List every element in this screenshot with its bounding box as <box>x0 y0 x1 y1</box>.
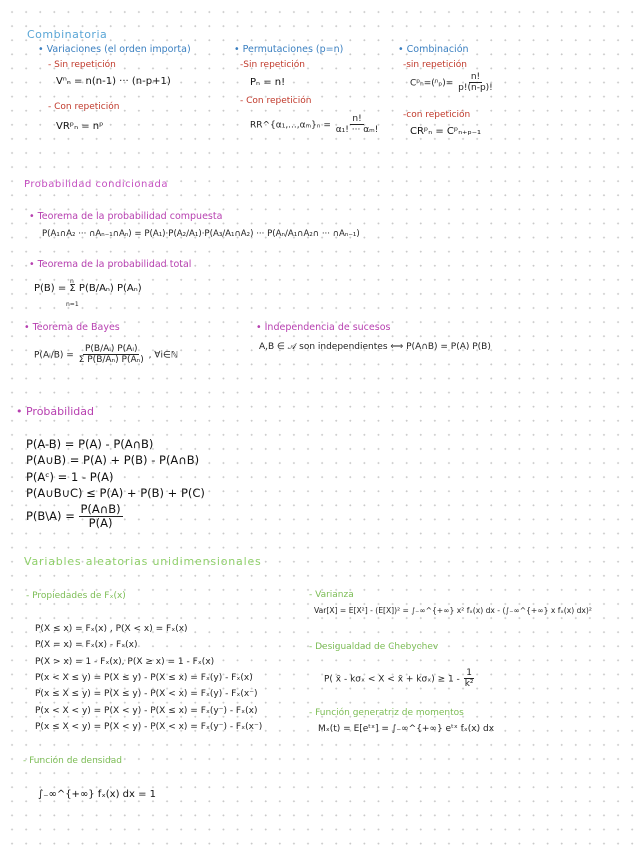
propiedades-line-2: P(X = x) = Fₓ(x) - Fₓ(x) <box>35 640 138 650</box>
section-title-probabilidad: • Probabilidad <box>16 405 95 418</box>
propiedades-line-4: P(x < X ≤ y) = P(X ≤ y) - P(X ≤ x) = Fₓ(y) - Fₓ(x) <box>35 673 253 683</box>
permutaciones-con-lhs: RR^{α₁,...,αₘ}ₙ = <box>250 120 331 131</box>
probabilidad-line-4: P(A∪B∪C) ≤ P(A) + P(B) + P(C) <box>26 486 205 500</box>
generatriz-title: - Función generatriz de momentos <box>309 708 464 718</box>
combinacion-sin-formula <box>410 72 495 94</box>
variaciones-sin-formula: Vⁿₙ = n(n-1) ··· (n-p+1) <box>56 76 171 87</box>
chebyshev-lhs: P( x̄ - kσₓ < X < x̄ + kσₓ) ≥ 1 - <box>324 674 460 685</box>
independencia-title: • Independencia de sucesos <box>256 322 391 333</box>
total-formula-block <box>34 283 142 294</box>
variaciones-con-label: - Con repetición <box>48 102 120 112</box>
probabilidad-cond-lhs: P(B\A) = <box>26 509 75 524</box>
combinacion-sin-den: p!(n-p)! <box>458 83 493 94</box>
permutaciones-con-den: α₁! ··· αₘ! <box>335 125 379 136</box>
section-title-combinatoria: Combinatoria <box>27 28 108 41</box>
varianza-formula: Var[X] = E[X²] - (E[X])² = ∫₋∞^{+∞} x² fₓ(x) dx - (∫₋∞^{+∞} x fₓ(x) dx)² <box>314 606 592 615</box>
propiedades-line-3: P(X > x) = 1 - Fₓ(x), P(X ≥ x) = 1 - Fₓ(x) <box>35 657 215 667</box>
variaciones-title: • Variaciones (el orden importa) <box>38 44 191 55</box>
permutaciones-con-formula <box>250 114 380 136</box>
probabilidad-cond-den: P(A) <box>88 516 113 531</box>
variaciones-sin-label: - Sin repetición <box>48 60 116 70</box>
propiedades-title: - Propiedades de Fₓ(x) <box>26 591 126 601</box>
chebyshev-formula <box>324 668 476 690</box>
bayes-rhs: , ∀i∈ℕ <box>148 350 179 361</box>
probabilidad-cond-num: P(A∩B) <box>80 502 121 516</box>
permutaciones-con-label: - Con repetición <box>240 96 312 106</box>
bayes-formula <box>34 344 178 366</box>
chebyshev-num: 1 <box>466 668 472 678</box>
chebyshev-fraction <box>463 668 476 690</box>
bayes-num: P(B/Aᵢ) P(Aᵢ) <box>84 344 138 354</box>
varianza-title: - Varianza <box>309 590 354 600</box>
total-sum-bottom: n=1 <box>66 301 79 308</box>
combinacion-con-label: -con repetición <box>403 110 471 120</box>
probabilidad-line-3: P(Aᶜ) = 1 - P(A) <box>26 470 114 484</box>
combinacion-title: • Combinación <box>398 44 469 55</box>
probabilidad-line-2: P(A∪B) = P(A) + P(B) - P(A∩B) <box>26 453 200 467</box>
compuesta-title: • Teorema de la probabilidad compuesta <box>29 211 223 222</box>
chebyshev-title: - Desigualdad de Chebychev <box>309 642 439 652</box>
propiedades-line-5: P(x ≤ X ≤ y) = P(X ≤ y) - P(X < x) = Fₓ(y) - Fₓ(x⁻) <box>35 689 258 699</box>
permutaciones-con-fraction <box>334 114 381 136</box>
total-sum-top: n <box>70 278 74 285</box>
compuesta-formula: P(A₁∩A₂ ··· ∩Aₙ₋₁∩Aₙ) = P(A₁)·P(A₂/A₁)·P(A₃/A₁∩A₂) ··· P(Aₙ/A₁∩A₂∩ ··· ∩Aₙ₋₁) <box>42 229 360 239</box>
probabilidad-cond-formula <box>26 503 123 530</box>
bayes-fraction <box>77 344 146 366</box>
densidad-title: - Función de densidad <box>23 756 122 766</box>
combinacion-sin-num: n! <box>470 72 481 82</box>
total-formula: P(B) = Σ P(B/Aₙ) P(Aₙ) <box>34 283 142 294</box>
propiedades-line-1: P(X ≤ x) = Fₓ(x) , P(X < x) = Fₓ(x) <box>35 624 188 634</box>
permutaciones-title: • Permutaciones (p=n) <box>234 44 344 55</box>
combinacion-sin-label: -sin repetición <box>403 60 467 70</box>
propiedades-line-7: P(x ≤ X < y) = P(X < y) - P(X < x) = Fₓ(y⁻) - Fₓ(x⁻) <box>35 722 263 732</box>
combinacion-con-formula: CRᵖₙ = Cᵖₙ₊ₚ₋₁ <box>410 126 482 137</box>
variaciones-con-formula: VRᵖₙ = nᵖ <box>56 121 104 132</box>
densidad-formula: ∫₋∞^{+∞} fₓ(x) dx = 1 <box>38 789 157 800</box>
combinacion-sin-lhs: Cᵖₙ=(ⁿₚ)= <box>410 78 454 89</box>
section-title-probabilidad-condicionada: Probabilidad condicionada <box>24 179 168 190</box>
section-title-variables: Variables aleatorias unidimensionales <box>24 555 262 568</box>
total-title: • Teorema de la probabilidad total <box>29 259 192 270</box>
propiedades-line-6: P(x < X < y) = P(X < y) - P(X ≤ x) = Fₓ(y⁻) - Fₓ(x) <box>35 706 258 716</box>
probabilidad-line-1: P(A-B) = P(A) - P(A∩B) <box>26 437 154 451</box>
permutaciones-sin-label: -Sin repetición <box>240 60 306 70</box>
bayes-lhs: P(Aᵢ/B) = <box>34 350 74 361</box>
probabilidad-cond-fraction <box>79 503 123 530</box>
chebyshev-den: k² <box>464 679 474 690</box>
combinacion-sin-fraction <box>456 72 495 94</box>
permutaciones-sin-formula: Pₙ = n! <box>250 77 286 88</box>
independencia-formula: A,B ∈ 𝒜 son independientes ⟺ P(A∩B) = P(A) P(B) <box>259 342 491 352</box>
generatriz-formula: Mₓ(t) = E[eᵗˣ] = ∫₋∞^{+∞} eᵗˣ fₓ(x) dx <box>318 724 495 734</box>
bayes-title: • Teorema de Bayes <box>24 322 120 333</box>
permutaciones-con-num: n! <box>352 114 362 124</box>
bayes-den: Σ P(B/Aₙ) P(Aₙ) <box>78 355 144 366</box>
